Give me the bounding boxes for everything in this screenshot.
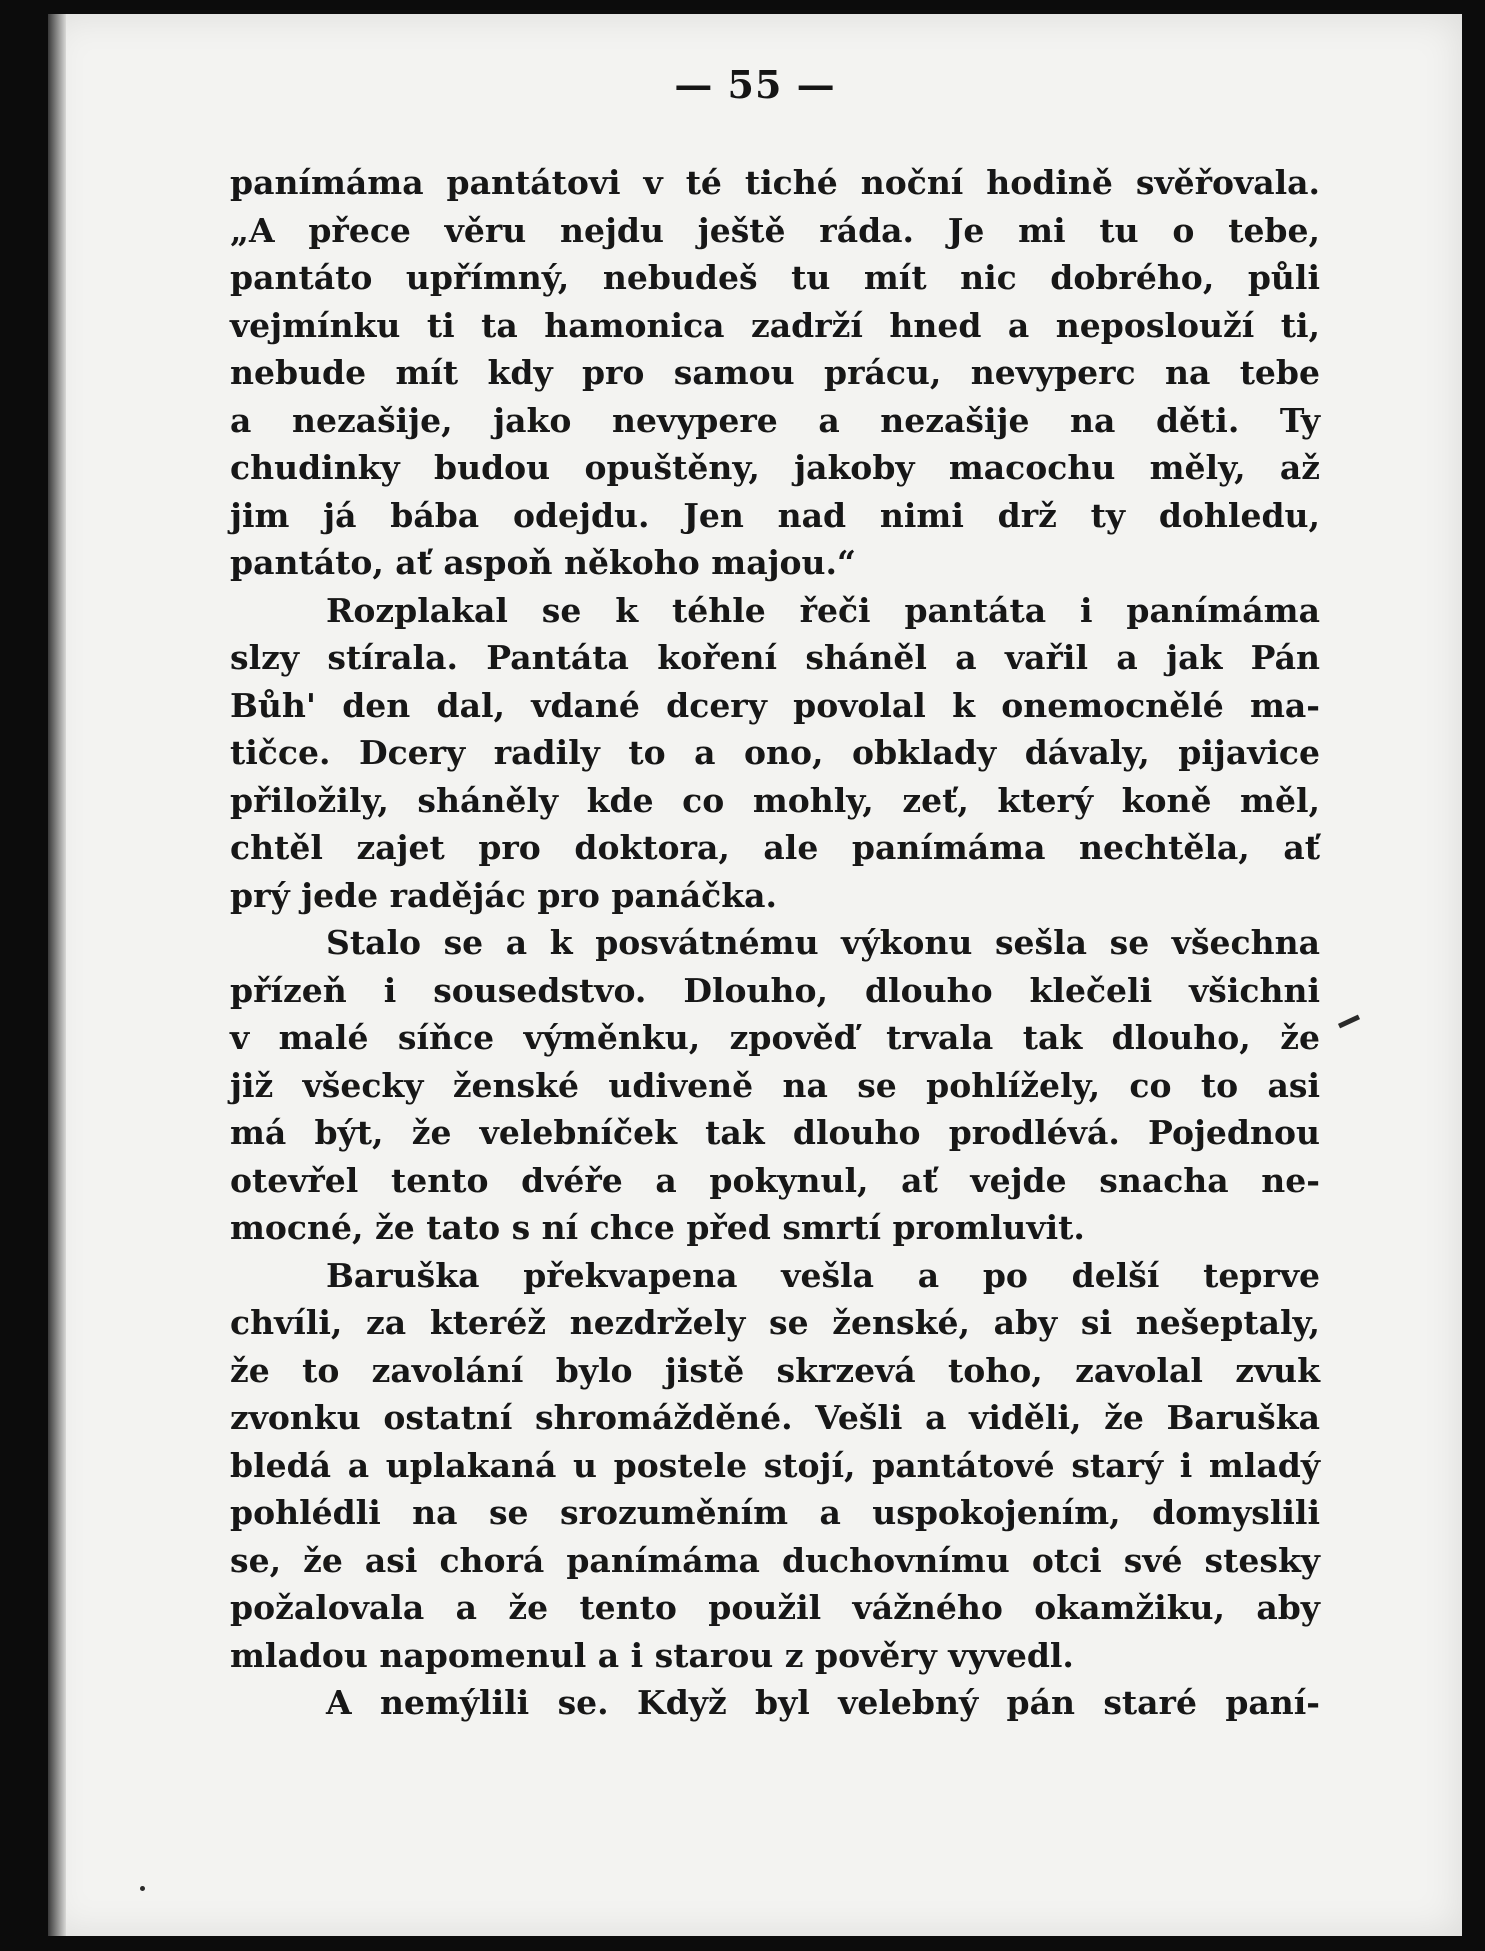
text-line: má být, že velebníček tak dlouho prodlévá. Pojednou [230,1113,1320,1152]
scan-speck [140,1886,145,1891]
text-line: chtěl zajet pro doktora, ale panímáma nechtěla, ať [230,828,1320,867]
text-line: slzy stírala. Pantáta koření sháněl a vařil a jak Pán [230,638,1320,677]
text-line: „A přece věru nejdu ještě ráda. Je mi tu o tebe, [230,210,1320,250]
text-line: a nezašije, jako nevypere a nezašije na děti. Ty [230,400,1320,440]
text-line: Rozplakal se k téhle řeči pantáta i panímáma [326,590,1320,630]
text-line: že to zavolání bylo jistě skrzevá toho, zavolal zvuk [230,1350,1320,1390]
text-line: prý jede radějác pro panáčka. [230,875,777,915]
text-line: zvonku ostatní shromážděné. Vešli a viděli, že Baruška [230,1398,1320,1437]
text-line: nebude mít kdy pro samou prácu, nevyperc na tebe [230,353,1320,392]
scan-speck [1338,1015,1360,1029]
text-line: Stalo se a k posvátnému výkonu sešla se všechna [326,923,1320,962]
text-line: přiložily, sháněly kde co mohly, zeť, který koně měl, [230,780,1320,820]
text-line: bledá a uplakaná u postele stojí, pantátové starý i mladý [230,1445,1320,1485]
page-gutter-shadow [48,14,66,1936]
text-line: jim já bába odejdu. Jen nad nimi drž ty dohledu, [230,495,1320,535]
text-line: vejmínku ti ta hamonica zadrží hned a neposlouží ti, [230,305,1320,345]
text-line: již všecky ženské udiveně na se pohlížely, co to asi [230,1065,1320,1105]
text-line: mocné, že tato s ní chce před smrtí promluvit. [230,1208,1085,1247]
text-line: v malé síňce výměnku, zpověď trvala tak dlouho, že [230,1018,1320,1057]
text-line: pantáto, ať aspoň někoho majou.“ [230,543,857,582]
text-line: požalovala a že tento použil vážného okamžiku, aby [230,1588,1320,1627]
text-line: A nemýlili se. Když byl velebný pán staré paní- [326,1683,1320,1722]
text-line: mladou napomenul a i starou z pověry vyvedl. [230,1635,1074,1675]
text-line: pantáto upřímný, nebudeš tu mít nic dobrého, půli [230,258,1320,297]
text-line: pohlédli na se srozuměním a uspokojením, domyslili [230,1493,1320,1532]
text-line: panímáma pantátovi v té tiché noční hodině svěřovala. [230,163,1320,202]
text-line: chudinky budou opuštěny, jakoby macochu měly, až [230,448,1320,487]
text-line: otevřel tento dvéře a pokynul, ať vejde snacha ne- [230,1160,1320,1200]
book-page [48,14,1462,1936]
text-line: tičce. Dcery radily to a ono, obklady dávaly, pijavice [230,733,1320,772]
text-line: přízeň i sousedstvo. Dlouho, dlouho klečeli všichni [230,970,1320,1010]
text-line: Bůh' den dal, vdané dcery povolal k onemocnělé ma- [230,685,1320,725]
body-text [230,159,1320,1727]
text-line: Baruška překvapena vešla a po delší teprve [326,1255,1320,1295]
page-number: — 55 — [674,62,836,107]
text-line: se, že asi chorá panímáma duchovnímu otci své stesky [230,1540,1320,1580]
text-line: chvíli, za kteréž nezdržely se ženské, aby si nešeptaly, [230,1303,1320,1342]
